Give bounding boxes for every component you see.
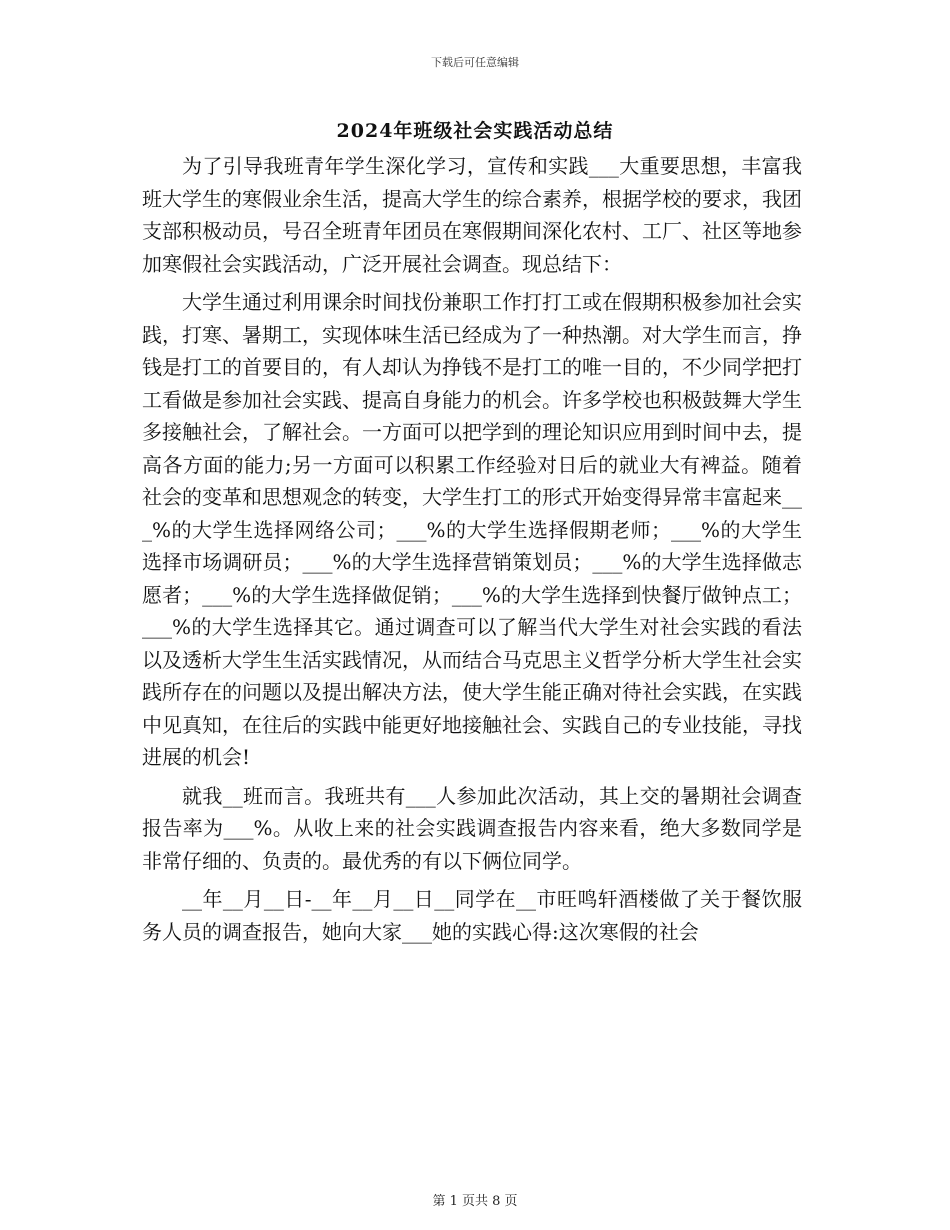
document-title: 2024年班级社会实践活动总结 <box>336 120 614 142</box>
paragraph-2: 大学生通过利用课余时间找份兼职工作打打工或在假期积极参加社会实践，打寒、暑期工，实现体味生活已经成为了一种热潮。对大学生而言，挣钱是打工的首要目的，有人却认为挣钱不是打工的唯一目的，不少同学把打工看做是参加社会实践、提高自身能力的机会。许多学校也积极鼓舞大学生多接触社会，了解社会。一方面可以把学到的理论知识应用到时间中去，提高各方面的能力;另一方面可以积累工作经验对日后的就业大有裨益。随着社会的变革和思想观念的转变，大学生打工的形式开始变得异常丰富起来___%的大学生选择网络公司；___%的大学生选择假期老师；___%的大学生选择市场调研员；___%的大学生选择营销策划员；___%的大学生选择做志愿者；___%的大学生选择做促销；___%的大学生选择到快餐厅做钟点工；___%的大学生选择其它。通过调查可以了解当代大学生对社会实践的看法以及透析大学生生活实践情况，从而结合马克思主义哲学分析大学生社会实践所存在的问题以及提出解决方法，使大学生能正确对待社会实践，在实践中见真知，在往后的实践中能更好地接触社会、实践自己的专业技能，寻找进展的机会! <box>142 290 802 769</box>
document-body <box>142 150 802 954</box>
paragraph-3: 就我__班而言。我班共有___人参加此次活动，其上交的暑期社会调查报告率为___%。从收上来的社会实践调查报告内容来看，绝大多数同学是非常仔细的、负责的。最优秀的有以下俩位同学。 <box>142 783 802 873</box>
page-number: 第 1 页共 8 页 <box>432 1194 518 1209</box>
header-note: 下载后可任意编辑 <box>431 56 519 69</box>
paragraph-4: __年__月__日-__年__月__日__同学在__市旺鸣轩酒楼做了关于餐饮服务人员的调查报告，她向大家___她的实践心得:这次寒假的社会 <box>142 887 802 944</box>
paragraph-1: 为了引导我班青年学生深化学习，宣传和实践___大重要思想，丰富我班大学生的寒假业余生活，提高大学生的综合素养，根据学校的要求，我团支部积极动员，号召全班青年团员在寒假期间深化农村、工厂、社区等地参加寒假社会实践活动，广泛开展社会调查。现总结下： <box>142 154 802 276</box>
